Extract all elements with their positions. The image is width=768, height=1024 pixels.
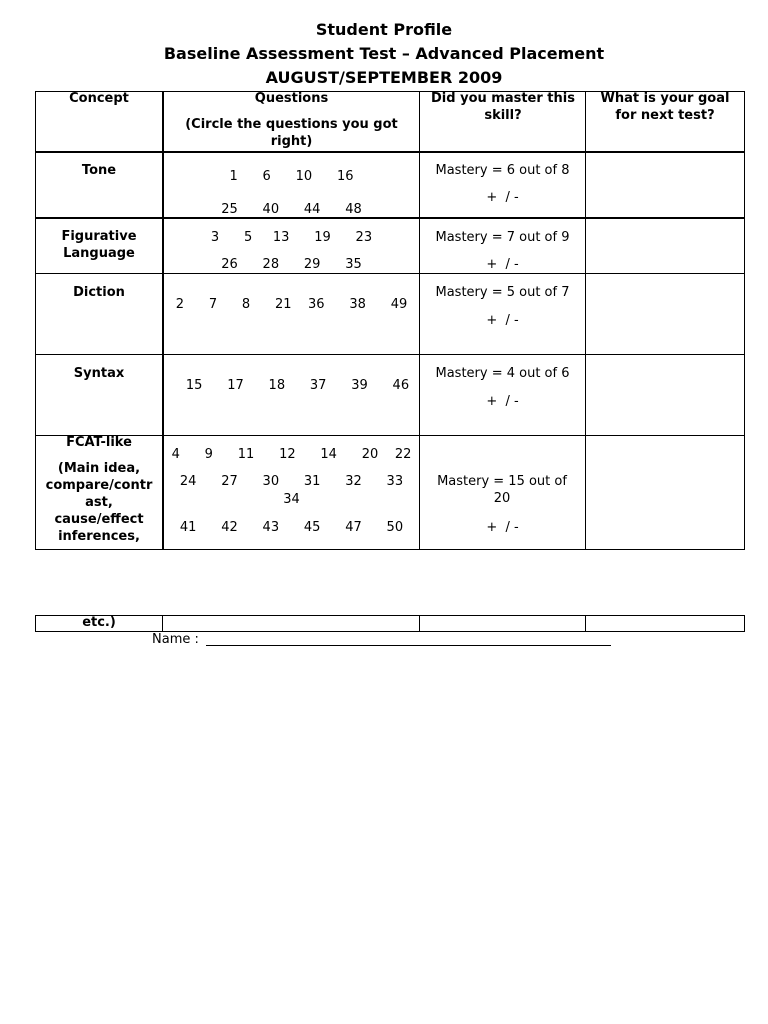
mastery-threshold: Mastery = 6 out of 8 (435, 163, 570, 178)
concept-label: Syntax (73, 366, 125, 381)
name-label: Name : (152, 632, 199, 647)
column-header-questions-note: (Circle the questions you got right) (185, 117, 398, 149)
mastery-threshold: Mastery = 15 out of 20 (437, 474, 567, 506)
question-numbers: 4 9 11 12 14 20 22 (171, 447, 412, 462)
continuation-divider (585, 615, 586, 632)
page-subtitle: Baseline Assessment Test – Advanced Placement (163, 44, 605, 63)
mastery-threshold: Mastery = 7 out of 9 (435, 230, 570, 245)
name-field[interactable] (206, 645, 611, 646)
column-header-goal: What is your goal for next test? (600, 91, 730, 123)
page-date: AUGUST/SEPTEMBER 2009 (265, 68, 503, 87)
question-numbers: 34 (283, 492, 300, 507)
table-row-divider (35, 273, 744, 274)
table-header-divider (35, 151, 744, 153)
column-header-concept: Concept (69, 91, 129, 106)
question-numbers: 26 28 29 35 (221, 257, 362, 272)
mastery-mark: + / - (486, 257, 519, 272)
concept-label: Figurative Language (61, 229, 137, 261)
question-numbers: 1 6 10 16 (229, 169, 354, 184)
mastery-mark: + / - (486, 190, 519, 205)
mastery-mark: + / - (486, 394, 519, 409)
continuation-border-right (744, 615, 745, 632)
continuation-divider (419, 615, 420, 632)
question-numbers: 15 17 18 37 39 46 (185, 378, 410, 393)
concept-label: Diction (73, 285, 125, 300)
column-header-questions: Questions (254, 91, 329, 106)
question-numbers: 3 5 13 19 23 (210, 230, 373, 245)
table-row-divider (35, 354, 744, 355)
table-divider-mastery (585, 91, 586, 550)
question-numbers: 2 7 8 21 36 38 49 (175, 297, 408, 312)
table-border-bottom (35, 549, 744, 550)
continuation-border-bottom (35, 631, 744, 632)
table-border-right (744, 91, 745, 550)
mastery-threshold: Mastery = 5 out of 7 (435, 285, 570, 300)
mastery-mark: + / - (486, 313, 519, 328)
question-numbers: 24 27 30 31 32 33 (179, 474, 404, 489)
mastery-mark: + / - (486, 520, 519, 535)
mastery-threshold: Mastery = 4 out of 6 (435, 366, 570, 381)
concept-label: Tone (81, 163, 117, 178)
column-header-mastered: Did you master this skill? (431, 91, 575, 123)
continuation-divider (162, 615, 163, 632)
page-title: Student Profile (315, 20, 453, 39)
table-border-left (35, 91, 36, 550)
concept-label: FCAT-like (66, 435, 132, 450)
concept-note: (Main idea, compare/contr ast, cause/effect inferences, (45, 461, 153, 544)
continuation-concept-text: etc.) (82, 615, 116, 630)
question-numbers: 25 40 44 48 (221, 202, 362, 217)
question-numbers: 41 42 43 45 47 50 (179, 520, 404, 535)
